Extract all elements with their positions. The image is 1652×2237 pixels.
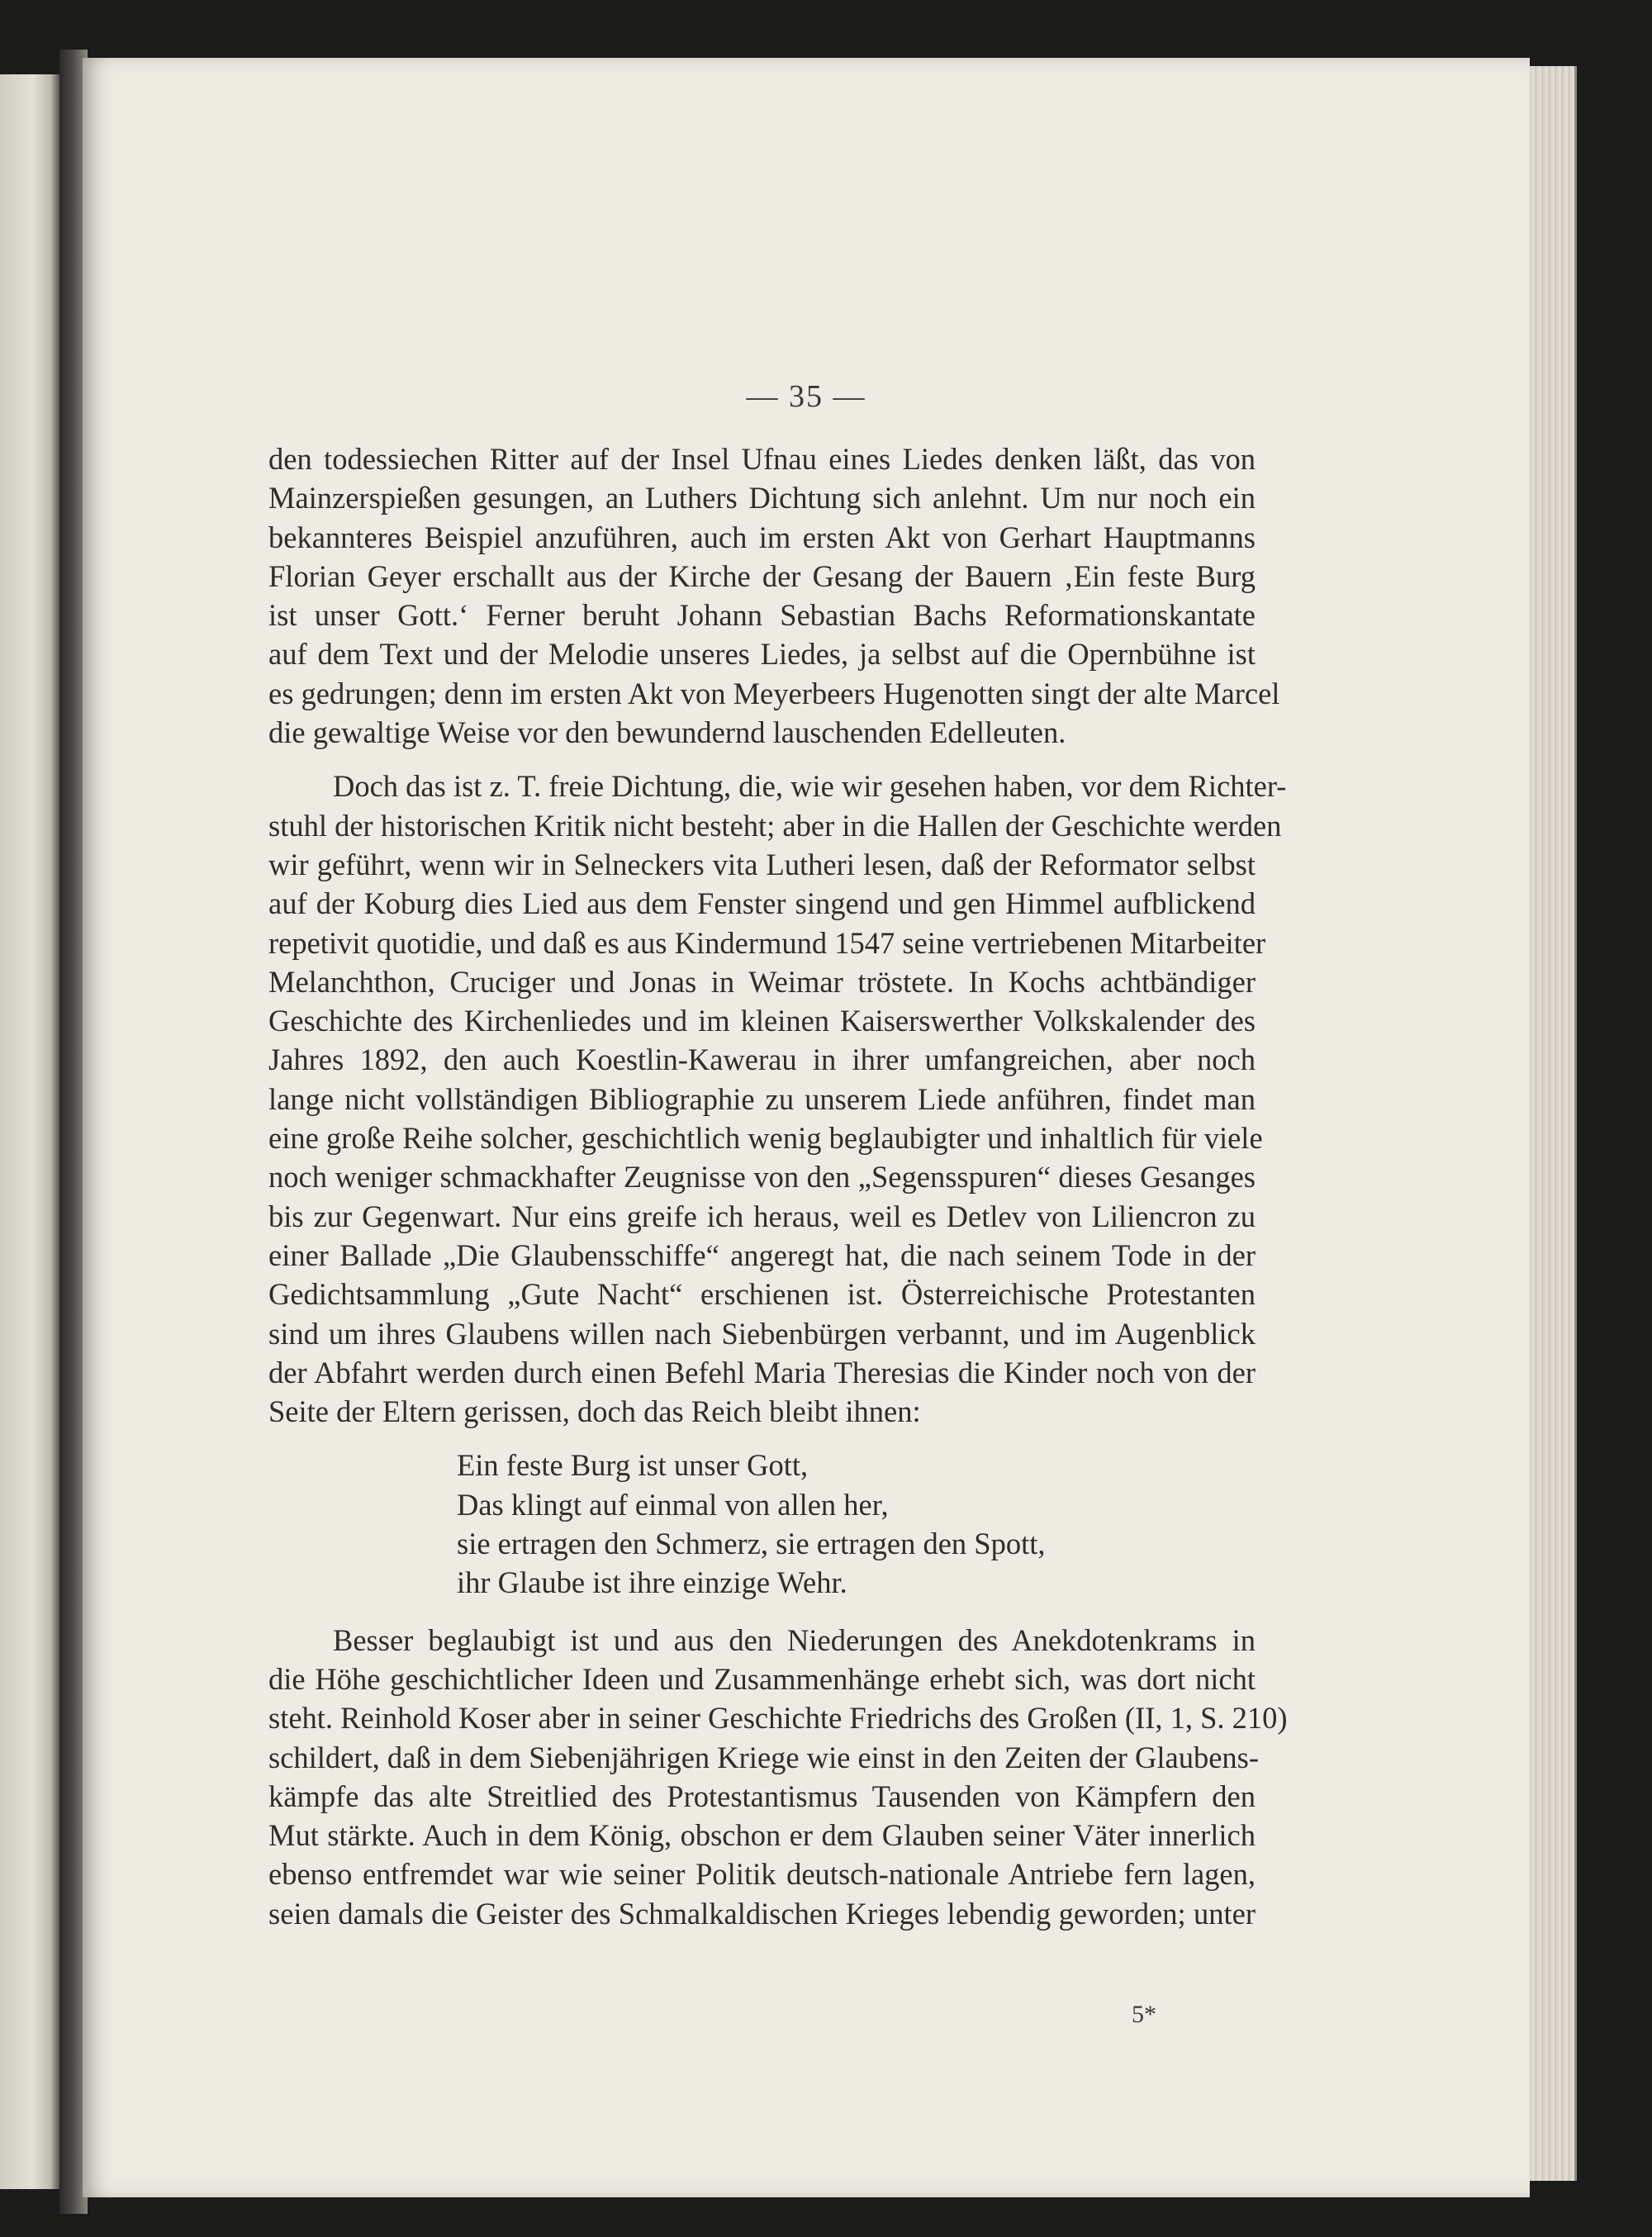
text-line: bekannteres Beispiel anzuführen, auch im ersten Akt von Gerhart Hauptmanns <box>268 520 1256 554</box>
text-line: Seite der Eltern gerissen, doch das Reich bleibt ihnen: <box>268 1394 921 1429</box>
text-line: Mainzerspießen gesungen, an Luthers Dichtung sich anlehnt. Um nur noch ein <box>268 481 1256 515</box>
text-line: Melanchthon, Cruciger und Jonas in Weimar tröstete. In Kochs achtbändiger <box>268 964 1256 999</box>
paragraph-1 <box>268 439 1280 752</box>
text-line: kämpfe das alte Streitlied des Protestantismus Tausenden von Kämpfern den <box>268 1779 1256 1813</box>
text-line: ebenso entfremdet war wie seiner Politik deutsch-nationale Antriebe fern lagen, <box>268 1857 1256 1892</box>
text-line: Besser beglaubigt ist und aus den Niederungen des Anekdotenkrams in <box>333 1622 1256 1657</box>
text-line: Jahres 1892, den auch Koestlin-Kawerau in ihrer umfangreichen, aber noch <box>268 1043 1256 1077</box>
poem-quote <box>457 1446 1256 1602</box>
text-line: eine große Reihe solcher, geschichtlich wenig beglaubigter und inhaltlich für viele <box>268 1121 1263 1156</box>
text-line: stuhl der historischen Kritik nicht besteht; aber in die Hallen der Geschichte werden <box>268 808 1282 843</box>
text-line: noch weniger schmackhafter Zeugnisse von den „Segensspuren“ dieses Gesanges <box>268 1160 1256 1194</box>
text-line: seien damals die Geister des Schmalkaldischen Krieges lebendig geworden; unter <box>268 1896 1256 1931</box>
text-line: Gedichtsammlung „Gute Nacht“ erschienen ist. Österreichische Protestanten <box>268 1277 1256 1312</box>
text-line: Mut stärkte. Auch in dem König, obschon er dem Glauben seiner Väter innerlich <box>268 1818 1256 1853</box>
text-line: Doch das ist z. T. freie Dichtung, die, wie wir gesehen haben, vor dem Richter- <box>333 769 1287 804</box>
text-line: ist unser Gott.‘ Ferner beruht Johann Sebastian Bachs Reformationskantate <box>268 598 1256 633</box>
signature-mark: 5* <box>1132 2001 1156 2028</box>
text-line: auf der Koburg dies Lied aus dem Fenster singend und gen Himmel aufblickend <box>268 886 1256 921</box>
paragraph-3 <box>268 1621 1288 1933</box>
book-page <box>83 58 1530 2197</box>
text-line: den todessiechen Ritter auf der Insel Ufnau eines Liedes denken läßt, das von <box>268 442 1256 476</box>
page-body <box>268 439 1288 1948</box>
poem-line: ihr Glaube ist ihre einzige Wehr. <box>457 1565 847 1600</box>
poem-line: Ein feste Burg ist unser Gott, <box>457 1448 809 1483</box>
text-line: einer Ballade „Die Glaubensschiffe“ angeregt hat, die nach seinem Tode in der <box>268 1237 1256 1272</box>
text-line: der Abfahrt werden durch einen Befehl Maria Theresias die Kinder noch von der <box>268 1355 1256 1389</box>
text-line: sind um ihres Glaubens willen nach Siebenbürgen verbannt, und im Augenblick <box>268 1316 1256 1351</box>
text-line: wir geführt, wenn wir in Selneckers vita Lutheri lesen, daß der Reformator selbst <box>268 847 1256 881</box>
text-line: die Höhe geschichtlicher Ideen und Zusammenhänge erhebt sich, was dort nicht <box>268 1661 1256 1696</box>
text-line: bis zur Gegenwart. Nur eins greife ich heraus, weil es Detlev von Liliencron zu <box>268 1199 1256 1233</box>
poem-line: Das klingt auf einmal von allen her, <box>457 1487 889 1522</box>
page-number: — 35 — <box>746 379 866 414</box>
text-line: die gewaltige Weise vor den bewundernd lauschenden Edelleuten. <box>268 715 1066 750</box>
page-stack-edges <box>1525 66 1577 2181</box>
poem-line: sie ertragen den Schmerz, sie ertragen den Spott, <box>457 1527 1046 1561</box>
text-line: lange nicht vollständigen Bibliographie zu unserem Liede anführen, findet man <box>268 1081 1256 1116</box>
previous-page-edge <box>0 74 59 2189</box>
text-line: steht. Reinhold Koser aber in seiner Geschichte Friedrichs des Großen (II, 1, S. 210) <box>268 1701 1288 1736</box>
paragraph-2 <box>268 767 1287 1431</box>
text-line: auf dem Text und der Melodie unseres Liedes, ja selbst auf die Opernbühne ist <box>268 637 1256 672</box>
text-line: schildert, daß in dem Siebenjährigen Kriege wie einst in den Zeiten der Glaubens- <box>268 1740 1260 1774</box>
text-line: es gedrungen; denn im ersten Akt von Meyerbeers Hugenotten singt der alte Marcel <box>268 676 1280 710</box>
text-line: Geschichte des Kirchenliedes und im kleinen Kaiserswerther Volkskalender des <box>268 1004 1256 1038</box>
text-line: repetivit quotidie, und daß es aus Kindermund 1547 seine vertriebenen Mitarbeiter <box>268 925 1266 960</box>
text-line: Florian Geyer erschallt aus der Kirche der Gesang der Bauern ‚Ein feste Burg <box>268 558 1256 593</box>
